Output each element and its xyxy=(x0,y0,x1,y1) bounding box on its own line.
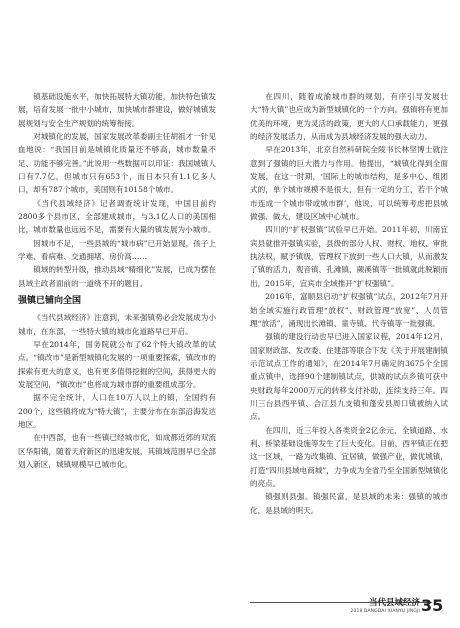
section-heading: 强镇已铺向全国 xyxy=(18,296,82,307)
paragraph: 在四川，近三年投入各类资金2亿余元，全镇道路、水利、桥梁基础设施等发生了巨大变化。目前，西平镇正在把这一区域，一路为改集镇、宜居镇，做强产业，做优城镇，打造“四川县域电商城”，力争成为全省乃至全国新型城镇化的亮点。 xyxy=(250,425,448,488)
paragraph: 2016年，富顺县启动“扩权强镇”试点，2012年7月开始全域实施行政管理“放权”、财政管理“放宽”、人员管理“放活”，涌现出长滩镇、童寺镇、代寺镇等一批强镇。 xyxy=(250,292,448,328)
magazine-name-english: 2018 DANGDAI XIANYU JINGJI xyxy=(350,609,420,614)
page-number: 35 xyxy=(421,596,444,615)
right-column xyxy=(250,90,448,517)
paragraph: 《当代县域经济》记者调查统计发现，中国目前约2800多个县市区，全部建成城市，与3.1亿人口的美国相比，城市数量也远远不足，需要有大量的镇发展为小城市。 xyxy=(18,198,216,235)
paragraph: 因城市不足，一些县城的“城市病”已开始显现，孩子上学难、看病难、交通拥堵、房价高…… xyxy=(18,238,216,262)
paragraph: 镇域的转型升级，推动县域“精细化”发展，已成为摆在县域主政者面前的一道绕不开的题目。 xyxy=(18,265,216,288)
paragraph: 据不完全统计，人口在10万人以上的镇，全国约有200个，这些镇将成为“特大镇”，主要分布在东部沿海发达地区。 xyxy=(18,393,216,429)
paragraph: 镇强则县强。镇强民富，是县域的未来：强镇的城市化，是县域的明天。 xyxy=(250,492,448,515)
paragraph: 早在2014年，国务院就公布了62个特大镇改革的试点。“镇改市”是新型城镇化发展的一项重要探索，镇改市的探索有更大的意义，也有更多值得挖掘的空间，获得更大的发展空间，“镇改市”也将成为城市群的重要组成部分。 xyxy=(18,339,216,389)
paragraph: 镇基础设施水平，加快拓展特大镇功能，加快特色镇发展，培育发展一批中小城市，加快城市群建设，做好城镇发展规划与安全生产规划的统筹衔接。 xyxy=(18,92,216,128)
paragraph: 在四川，随着成渝城市群的规划，有序引导发展壮大“特大镇”也应成为新型城镇化的一个方向。强镇将有更加优美的环境，更为灵活的政策，更大的人口承载能力，更强的经济发展活力，从而成为县域经济发展的强大动力。 xyxy=(250,92,448,142)
magazine-name: 当代县域经济 xyxy=(368,598,420,608)
left-column xyxy=(18,90,216,471)
paragraph: 四川的“扩权强镇”试验早已开始。2011年初，川南宜宾县就推开强镇实验，县级的部分人权、财权、地权、审批执法权，赋予镇级，管理权下放到一些人口大镇，从而激发了镇的活力，观音镇、孔滩镇、蕨溪镇等一批镇就此脱颖而出，2015年，宜宾市全域推开“扩权强镇”。 xyxy=(250,225,448,288)
paragraph: 强镇的建设行动也早已进入国家议程，2014年12月，国家财政部、发改委、住建部等联合下发《关于开展建制镇示范试点工作的通知》，在2014年7月确定的3675个全国重点镇中，选择90个建制镇试点，供城的试点乡镇可获中央财政每年2000万元的转移支付补助，连续支持三年。四川三台县西平镇、合江县九支镇和蓬安县周口镇被纳入试点。 xyxy=(250,332,448,422)
paragraph: 在中西部，也有一些镇已经城市化，如成都近郊的双流区华阳镇，随着天府新区的迅速发展，其镇域范围早已全部划入新区，城镇规模早已城市化。 xyxy=(18,433,216,469)
paragraph: 《当代县域经济》注意到，未来强镇势必会发展成为小城市，在东部，一些特大镇的城市化道路早已开启。 xyxy=(18,313,216,336)
paragraph: 对城镇化的发展，国家发展改革委副主任胡祖才一针见血地说：“我国目前是城镇化质量还不够高，城市数量不足、功能不够完善。”此说用一些数据可以印证：我国城镇人口有7.7亿，但城市只有653个，而日本只有1.1亿多人口，却有787个城市，美国则有10158个城市。 xyxy=(18,132,216,195)
paragraph: 早在2013年，北京自然科研院全陵书长林坚博士就注意到了强镇的巨大潜力与作用。他提出，“城镇化得到全面发展，在这一时期，‘国际上的城市结构，是多中心、组团式的，单个城市规模不是很大，但有一定的分工，若干个城市连成一个城市带或城市群’，他说，可以统筹考虑把县城做强、做大，建设区域中心城市。 xyxy=(250,145,448,222)
